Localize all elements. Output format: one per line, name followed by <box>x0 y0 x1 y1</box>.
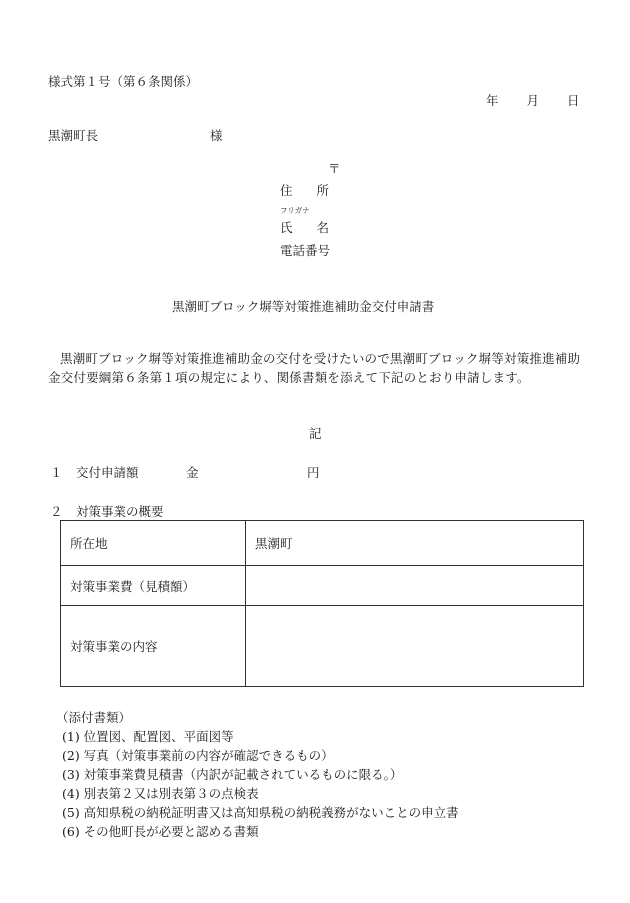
attachment-item: (5) 高知県税の納税証明書又は高知県税の納税義務がないことの申立書 <box>62 805 459 820</box>
table-row <box>61 606 584 687</box>
attachment-item: (6) その他町長が必要と認める書類 <box>62 824 259 839</box>
location-value: 黒潮町 <box>246 521 584 566</box>
attachment-item: (2) 写真（対策事業前の内容が確認できるもの） <box>62 748 334 763</box>
summary-table <box>60 520 584 687</box>
date-line <box>486 91 579 109</box>
section2-label: 対策事業の概要 <box>76 504 164 519</box>
location-label: 所在地 <box>61 521 246 566</box>
attachment-item: (3) 対策事業費見積書（内訳が記載されているものに限る。） <box>62 767 403 782</box>
section1-prefix: 金 <box>186 465 199 480</box>
table-row <box>61 566 584 606</box>
section1-label: 交付申請額 <box>76 465 139 480</box>
furigana-label: フリガナ <box>280 206 310 215</box>
attachments <box>56 708 459 841</box>
attachments-heading: （添付書類） <box>56 710 132 725</box>
postal-mark: 〒 <box>328 161 341 176</box>
table-row <box>61 521 584 566</box>
addressee-name: 黒潮町長 <box>48 128 99 143</box>
address-label: 住 所 <box>280 183 330 198</box>
form-number: 様式第１号（第６条関係） <box>48 74 199 89</box>
date-year: 年 <box>486 93 499 108</box>
cost-value <box>246 566 584 606</box>
addressee-honorific: 様 <box>209 128 223 143</box>
section2-number: ２ <box>50 504 63 519</box>
section1-number: １ <box>50 465 63 480</box>
content-value <box>246 606 584 687</box>
date-day: 日 <box>566 93 580 108</box>
body-paragraph: 黒潮町ブロック塀等対策推進補助金の交付を受けたいので黒潮町ブロック塀等対策推進補助金交付要綱第６条第１項の規定により、関係書類を添えて下記のとおり申請します。 <box>48 351 581 385</box>
ki-label: 記 <box>309 426 322 441</box>
content-label: 対策事業の内容 <box>61 606 246 687</box>
attachment-item: (1) 位置図、配置図、平面図等 <box>62 729 234 744</box>
phone-label: 電話番号 <box>280 243 331 258</box>
attachment-item: (4) 別表第２又は別表第３の点検表 <box>62 786 259 801</box>
date-month: 月 <box>526 93 539 108</box>
cost-label: 対策事業費（見積額） <box>61 566 246 606</box>
addressee <box>48 126 223 144</box>
name-label: 氏 名 <box>280 220 330 235</box>
section1-unit: 円 <box>307 465 320 480</box>
document-title: 黒潮町ブロック塀等対策推進補助金交付申請書 <box>172 299 435 314</box>
